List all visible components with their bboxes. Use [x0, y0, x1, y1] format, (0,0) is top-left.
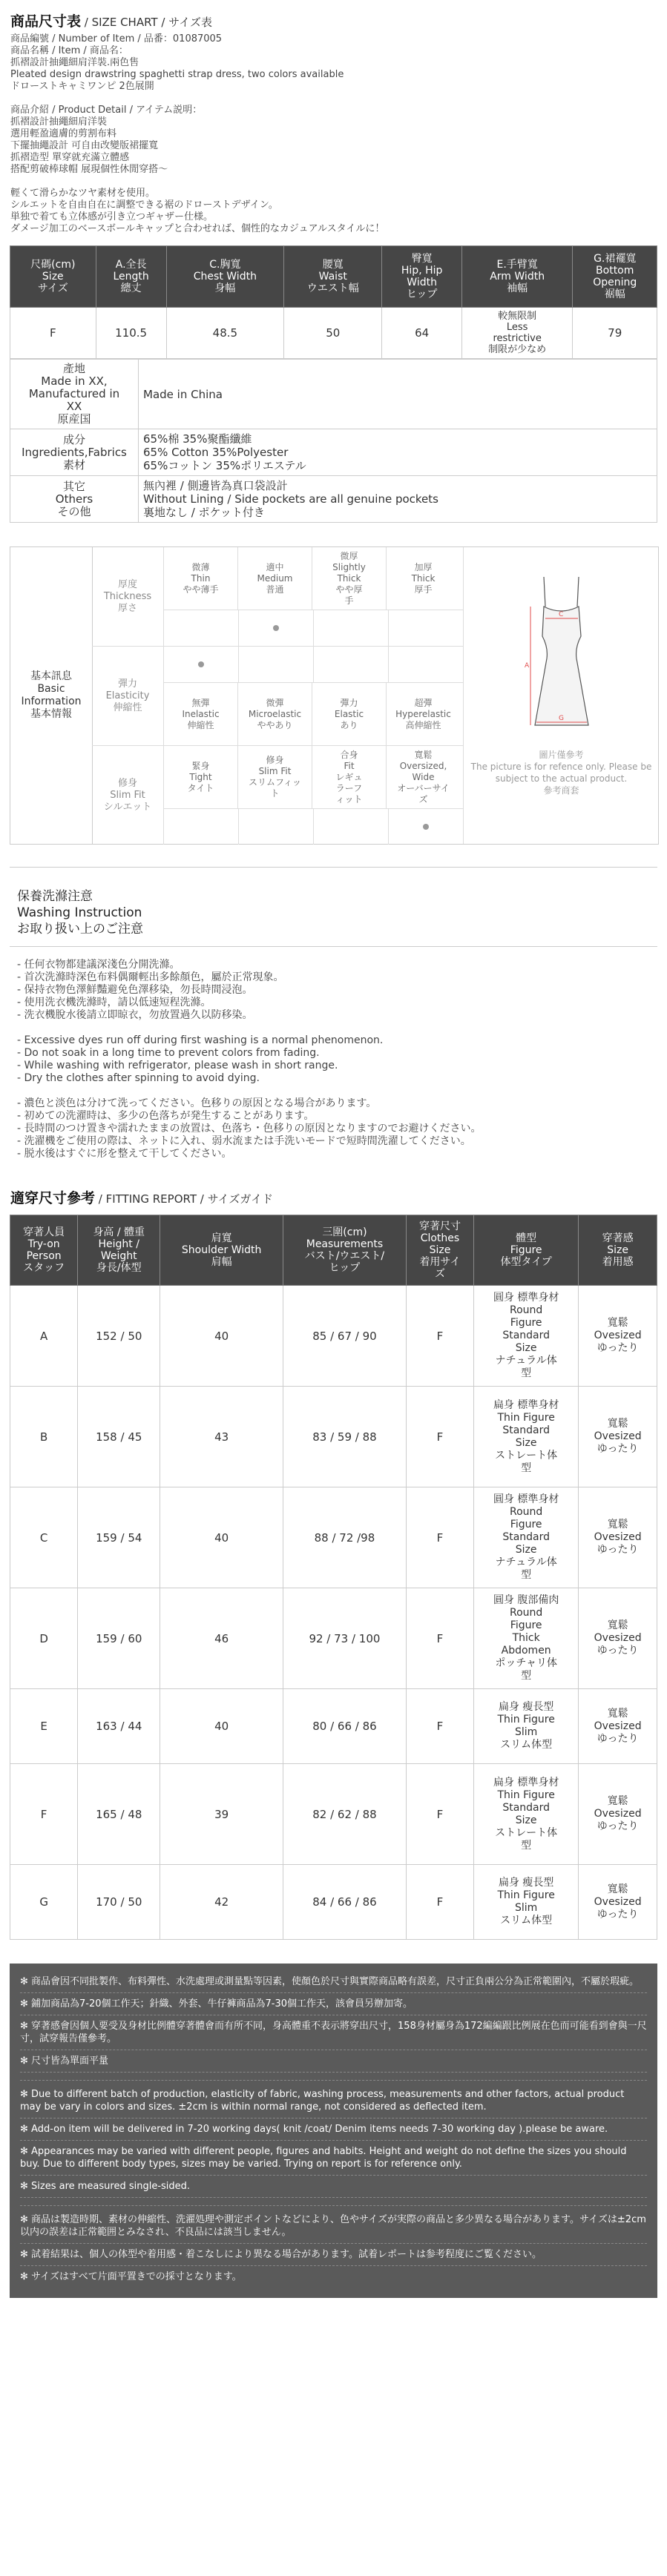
- fitting-cell-figure: 扁身 標準身材 Thin Figure Standard Size ストレート体 型: [474, 1387, 579, 1487]
- option-marker-cell: [388, 610, 463, 646]
- fitting-cell-meas: 92 / 73 / 100: [283, 1588, 407, 1689]
- washing-line: - 初めての洗濯時は、多少の色落ちが発生することがあります。: [17, 1110, 315, 1122]
- product-detail-line: 選用輕盈適膚的剪割布料: [10, 128, 117, 139]
- fitting-cell-size: F: [406, 1689, 473, 1764]
- attribute-option: 超彈 Hyperelastic 高伸縮性: [386, 683, 460, 745]
- attribute-row: [92, 647, 463, 746]
- fitting-cell-meas: 80 / 66 / 86: [283, 1689, 407, 1764]
- figure-caption: [464, 749, 659, 796]
- selected-dot-icon: [273, 625, 279, 631]
- fitting-cell-meas: 88 / 72 /98: [283, 1487, 407, 1588]
- fitting-cell-size: F: [406, 1286, 473, 1387]
- fitting-cell-meas: 84 / 66 / 86: [283, 1865, 407, 1940]
- note-line: ✻ 尺寸皆為單面平量: [20, 2050, 647, 2073]
- size-header-cell: 腰寬 Waist ウエスト幅: [284, 246, 382, 308]
- fitting-cell-person: D: [10, 1588, 78, 1689]
- note-line: ✻ Sizes are measured single-sided.: [20, 2176, 647, 2198]
- size-table: [10, 245, 657, 359]
- fitting-row: [10, 1689, 657, 1764]
- option-marker-cell: [313, 610, 388, 646]
- fitting-cell-meas: 85 / 67 / 90: [283, 1286, 407, 1387]
- fitting-cell-hw: 158 / 45: [78, 1387, 160, 1487]
- fitting-cell-shoulder: 46: [160, 1588, 283, 1689]
- washing-line: [17, 1022, 650, 1034]
- detail-value: 65%棉 35%聚酯纖維 65% Cotton 35%Polyester 65%コットン 35%ポリエステル: [139, 429, 657, 476]
- fitting-cell-fit: 寬鬆 Ovesized ゆったり: [579, 1286, 657, 1387]
- fitting-cell-fit: 寬鬆 Ovesized ゆったり: [579, 1588, 657, 1689]
- product-info-line: Pleated design drawstring spaghetti strap dress, two colors available: [10, 69, 344, 80]
- size-cell: 50: [284, 308, 382, 359]
- fitting-cell-fit: 寬鬆 Ovesized ゆったり: [579, 1865, 657, 1940]
- product-detail-line: 輕くて滑らかなツヤ素材を使用。: [10, 188, 156, 199]
- fitting-cell-figure: 圓身 標準身材 Round Figure Standard Size ナチュラル体 型: [474, 1286, 579, 1387]
- fitting-cell-figure: 扁身 瘦長型 Thin Figure Slim スリム体型: [474, 1865, 579, 1940]
- washing-section: [10, 867, 657, 1169]
- fitting-cell-meas: 83 / 59 / 88: [283, 1387, 407, 1487]
- size-cell: 較無限制 Less restrictive 制限が少なめ: [461, 308, 573, 359]
- fitting-cell-person: F: [10, 1764, 78, 1865]
- size-cell: 64: [382, 308, 461, 359]
- fitting-cell-shoulder: 40: [160, 1689, 283, 1764]
- fitting-cell-person: A: [10, 1286, 78, 1387]
- fitting-cell-person: B: [10, 1387, 78, 1487]
- fitting-cell-hw: 165 / 48: [78, 1764, 160, 1865]
- fitting-cell-hw: 159 / 60: [78, 1588, 160, 1689]
- note-line: ✻ Add-on item will be delivered in 7-20 working days( knit /coat/ Denim items needs 7-30 working day ).please be aware.: [20, 2118, 647, 2141]
- svg-text:G: G: [559, 715, 564, 722]
- fitting-cell-hw: 170 / 50: [78, 1865, 160, 1940]
- fitting-cell-figure: 扁身 標準身材 Thin Figure Standard Size ストレート体 型: [474, 1764, 579, 1865]
- option-marker-cell: [313, 647, 388, 682]
- detail-label: 其它 Others その他: [10, 476, 139, 523]
- attribute-option: 微薄 Thin やや薄手: [163, 547, 237, 610]
- product-detail-line: 抓褶造型 單穿就充滿立體感: [10, 152, 130, 163]
- size-header-cell: G.裙襬寬 Bottom Opening 裾幅: [573, 246, 657, 308]
- product-info: [0, 33, 667, 93]
- dress-outline-icon: [464, 547, 659, 747]
- washing-title-en: Washing Instruction: [17, 905, 142, 920]
- fitting-header-cell: 穿著尺寸 Clothes Size 着用サイ ズ: [406, 1215, 473, 1286]
- option-marker-cell: [163, 610, 238, 646]
- fitting-cell-fit: 寬鬆 Ovesized ゆったり: [579, 1387, 657, 1487]
- detail-row: [10, 476, 657, 523]
- detail-row: [10, 429, 657, 476]
- attribute-row: [92, 547, 463, 647]
- detail-label: 產地 Made in XX, Manufactured in XX 原産国: [10, 360, 139, 429]
- fitting-cell-shoulder: 43: [160, 1387, 283, 1487]
- fitting-row: [10, 1487, 657, 1588]
- fitting-cell-fit: 寬鬆 Ovesized ゆったり: [579, 1764, 657, 1865]
- fitting-row: [10, 1588, 657, 1689]
- option-marker-cell: [388, 809, 463, 845]
- fitting-cell-person: E: [10, 1689, 78, 1764]
- washing-line: - Dry the clothes after spinning to avoid dying.: [17, 1072, 260, 1084]
- fitting-cell-size: F: [406, 1588, 473, 1689]
- fitting-cell-size: F: [406, 1764, 473, 1865]
- size-cell: 48.5: [166, 308, 283, 359]
- washing-line: - 保持衣物色澤鮮豔避免色澤移染，勿長時間浸泡。: [17, 984, 253, 996]
- fitting-header-cell: 肩寬 Shoulder Width 肩幅: [160, 1215, 283, 1286]
- fitting-cell-shoulder: 40: [160, 1286, 283, 1387]
- note-line: ✻ 鋪加商品為7-20個工作天；針織、外套、牛仔褲商品為7-30個工作天，該會員另辦加寄。: [20, 1993, 647, 2015]
- notes-panel: [10, 1964, 657, 2298]
- size-cell: 110.5: [96, 308, 166, 359]
- attribute-option: 適中 Medium 普通: [237, 547, 312, 610]
- fitting-row: [10, 1764, 657, 1865]
- washing-line: - 使用洗衣機洗滌時，請以低速短程洗滌。: [17, 997, 211, 1008]
- fitting-heading: [0, 1177, 667, 1210]
- product-detail: [0, 105, 667, 235]
- option-marker-cell: [238, 647, 313, 682]
- product-detail-line: 単独で着ても立体感が引き立つギャザー仕様。: [10, 211, 214, 222]
- note-line: ✻ 穿著感會因個人要受及身材比例體穿著體會而有所不同，身高體重不表示將穿出尺寸，158身材屬身為172編編跟比例展在色而可能看到會與一尺寸，試穿報告僅參考。: [20, 2015, 647, 2050]
- product-info-line: ドローストキャミワンピ 2色展開: [10, 81, 154, 92]
- attribute-option: 緊身 Tight タイト: [163, 746, 237, 808]
- selected-dot-icon: [423, 824, 429, 830]
- attribute-option: 合身 Fit レギュ ラーフ ィット: [312, 746, 386, 808]
- product-detail-line: ダメージ加工のベースボールキャップと合わせれば、個性的なカジュアルスタイルに！: [10, 223, 385, 234]
- basic-info-title: 基本訊息 Basic Information 基本情報: [21, 670, 82, 720]
- product-detail-line: 搭配剪破棒球帽 展現個性休閒穿搭～: [10, 164, 168, 175]
- product-info-line: 抓褶設計抽繩細肩洋裝.兩色售: [10, 57, 139, 68]
- dress-diagram: [463, 547, 659, 844]
- washing-title-jp: お取り扱い上のご注意: [17, 922, 143, 937]
- option-marker-cell: [388, 647, 463, 682]
- basic-info-label: [10, 547, 93, 844]
- size-header-cell: E.手臂寬 Arm Width 袖幅: [461, 246, 573, 308]
- fitting-cell-figure: 圓身 腹部備肉 Round Figure Thick Abdomen ポッチャリ体 型: [474, 1588, 579, 1689]
- fitting-row: [10, 1286, 657, 1387]
- size-header-cell: 臀寬 Hip, Hip Width ヒップ: [382, 246, 461, 308]
- attribute-option: 微厚 Slightly Thick やや厚 手: [312, 547, 386, 610]
- size-cell: F: [10, 308, 96, 359]
- fitting-cell-figure: 圓身 標準身材 Round Figure Standard Size ナチュラル体 型: [474, 1487, 579, 1588]
- attribute-name: 彈力 Elasticity 伸縮性: [105, 678, 150, 713]
- note-line: ✻ Appearances may be varied with different people, figures and habits. Height and weight do not define the sizes you should buy. Due to different body types, sizes may be varied. Trying on report is for reference only.: [20, 2141, 647, 2176]
- fitting-header-cell: 穿著感 Size 着用感: [579, 1215, 657, 1286]
- size-chart-subtitle: / SIZE CHART / サイズ表: [81, 16, 212, 29]
- fitting-cell-meas: 82 / 62 / 88: [283, 1764, 407, 1865]
- product-detail-line: 抓褶設計抽繩細肩洋裝: [10, 116, 108, 128]
- size-header-cell: A.全長 Length 總丈: [96, 246, 166, 308]
- fitting-cell-hw: 152 / 50: [78, 1286, 160, 1387]
- fitting-cell-shoulder: 39: [160, 1764, 283, 1865]
- detail-row: [10, 360, 657, 429]
- fitting-header-cell: 三圍(cm) Measurements バスト/ウエスト/ ヒップ: [283, 1215, 407, 1286]
- fitting-cell-fit: 寬鬆 Ovesized ゆったり: [579, 1487, 657, 1588]
- washing-title-cn: 保養洗滌注意: [17, 889, 93, 904]
- attribute-option: 寬鬆 Oversized, Wide オーバーサイ ズ: [386, 746, 460, 808]
- size-chart-heading: [0, 0, 667, 33]
- washing-line: - Excessive dyes run off during first washing is a normal phenomenon.: [17, 1034, 384, 1046]
- fitting-cell-shoulder: 42: [160, 1865, 283, 1940]
- washing-line: [17, 1085, 650, 1097]
- fitting-table: [10, 1215, 657, 1940]
- note-line: ✻ Due to different batch of production, elasticity of fabric, washing process, measurements and other factors, actual product may be vary in colors and sizes. ±2cm is within normal range, not considered as deflected item.: [20, 2084, 647, 2118]
- svg-text:A: A: [525, 662, 530, 670]
- detail-table: [10, 359, 657, 523]
- fitting-cell-size: F: [406, 1865, 473, 1940]
- attribute-row: [92, 746, 463, 845]
- attribute-grid: [92, 547, 463, 844]
- fitting-cell-size: F: [406, 1487, 473, 1588]
- attribute-option: 微彈 Microelastic ややあり: [237, 683, 312, 745]
- fitting-cell-person: C: [10, 1487, 78, 1588]
- washing-line: - 任何衣物都建議深淺色分開洗滌。: [17, 959, 180, 971]
- washing-instructions: [10, 946, 657, 1169]
- product-info-line: 商品編號 / Number of Item / 品番：01087005: [10, 33, 223, 44]
- option-marker-cell: [163, 809, 238, 845]
- washing-line: - While washing with refrigerator, please wash in short range.: [17, 1060, 338, 1071]
- washing-line: - 脱水後はすぐに形を整えて干してください。: [17, 1148, 232, 1160]
- product-info-line: 商品名稱 / Item / 商品名：: [10, 45, 128, 56]
- fitting-row: [10, 1387, 657, 1487]
- fitting-cell-hw: 163 / 44: [78, 1689, 160, 1764]
- attribute-name: 修身 Slim Fit シルエット: [103, 777, 152, 813]
- option-marker-cell: [313, 809, 388, 845]
- figure-caption-text: 圖片僅參考 The picture is for refence only. Please be subject to the actual product. 參考商套: [470, 750, 652, 796]
- fitting-row: [10, 1865, 657, 1940]
- svg-text:C: C: [559, 611, 564, 618]
- washing-line: - 首次洗滌時深色布料偶爾輕出多餘顏色，屬於正常現象。: [17, 971, 284, 983]
- fitting-cell-figure: 扁身 瘦長型 Thin Figure Slim スリム体型: [474, 1689, 579, 1764]
- washing-line: - 濃色と淡色は分けて洗ってください。色移りの原因となる場合があります。: [17, 1097, 377, 1109]
- option-marker-cell: [163, 647, 238, 682]
- detail-label: 成分 Ingredients,Fabrics 素材: [10, 429, 139, 476]
- fitting-title: 適穿尺寸參考: [10, 1190, 96, 1206]
- fitting-cell-fit: 寬鬆 Ovesized ゆったり: [579, 1689, 657, 1764]
- fitting-cell-hw: 159 / 54: [78, 1487, 160, 1588]
- attribute-name: 厚度 Thickness 厚さ: [103, 578, 152, 614]
- selected-dot-icon: [198, 661, 204, 667]
- option-marker-cell: [238, 610, 313, 646]
- note-line: ✻ 商品は製造時期、素材の伸縮性、洗濯処理や測定ポイントなどにより、色やサイズが実際の商品と多少異なる場合があります。サイズは±2cm以内の誤差は正常範囲とみなされ、不良品には該当しません。: [20, 2209, 647, 2244]
- fitting-subtitle: / FITTING REPORT / サイズガイド: [95, 1192, 273, 1206]
- size-header-cell: C.胸寬 Chest Width 身幅: [166, 246, 283, 308]
- fitting-cell-shoulder: 40: [160, 1487, 283, 1588]
- size-cell: 79: [573, 308, 657, 359]
- note-line: ✻ サイズはすべて片面平置きでの採寸となります。: [20, 2271, 242, 2282]
- attribute-option: 無彈 Inelastic 伸縮性: [163, 683, 237, 745]
- product-detail-line: シルエットを自由自在に調整できる裾のドローストデザイン。: [10, 199, 278, 211]
- product-detail-line: 商品介紹 / Product Detail / アイテム説明：: [10, 105, 203, 116]
- note-line: ✻ 商品會因不同批製作、布料彈性、水洗處理或測量點等因素，使顏色於尺寸與實際商品略有誤差，尺寸正負兩公分為正常範圍內，不屬於瑕疵。: [20, 1971, 647, 1993]
- fitting-header-cell: 體型 Figure 体型タイプ: [474, 1215, 579, 1286]
- product-detail-line: 下擺抽繩設計 可自由改變版裙擺寬: [10, 140, 159, 151]
- fitting-cell-size: F: [406, 1387, 473, 1487]
- fitting-header-cell: 穿著人員 Try-on Person スタッフ: [10, 1215, 78, 1286]
- detail-value: 無內裡 / 側邊皆為真口袋設計 Without Lining / Side pockets are all genuine pockets 裏地なし / ポケット付き: [139, 476, 657, 523]
- washing-line: - 洗衣機脫水後請立即晾衣，勿放置過久以防移染。: [17, 1009, 253, 1021]
- washing-line: - Do not soak in a long time to prevent colors from fading.: [17, 1047, 320, 1059]
- attribute-option: 加厚 Thick 厚手: [386, 547, 460, 610]
- attribute-option: 彈力 Elastic あり: [312, 683, 386, 745]
- washing-line: - 長時間のつけ置きや濡れたままの放置は、色落ち・色移りの原因となりますのでお避けください。: [17, 1123, 482, 1135]
- washing-line: - 洗濯機をご使用の際は、ネットに入れ、弱水流または手洗いモードで短時間洗濯してください。: [17, 1135, 471, 1147]
- size-header-cell: 尺碼(cm) Size サイズ: [10, 246, 96, 308]
- option-marker-cell: [238, 809, 313, 845]
- fitting-cell-person: G: [10, 1865, 78, 1940]
- basic-info-panel: [10, 546, 659, 845]
- note-line: ✻ 試着結果は、個人の体型や着用感・着こなしにより異なる場合があります。試着レポートは参考程度にご覧ください。: [20, 2244, 647, 2266]
- size-chart-title: 商品尺寸表: [10, 13, 82, 30]
- detail-value: Made in China: [139, 360, 657, 429]
- product-detail-line: [10, 176, 657, 188]
- fitting-header-cell: 身高 / 體重 Height / Weight 身長/体型: [78, 1215, 160, 1286]
- attribute-option: 修身 Slim Fit スリムフィッ ト: [237, 746, 312, 808]
